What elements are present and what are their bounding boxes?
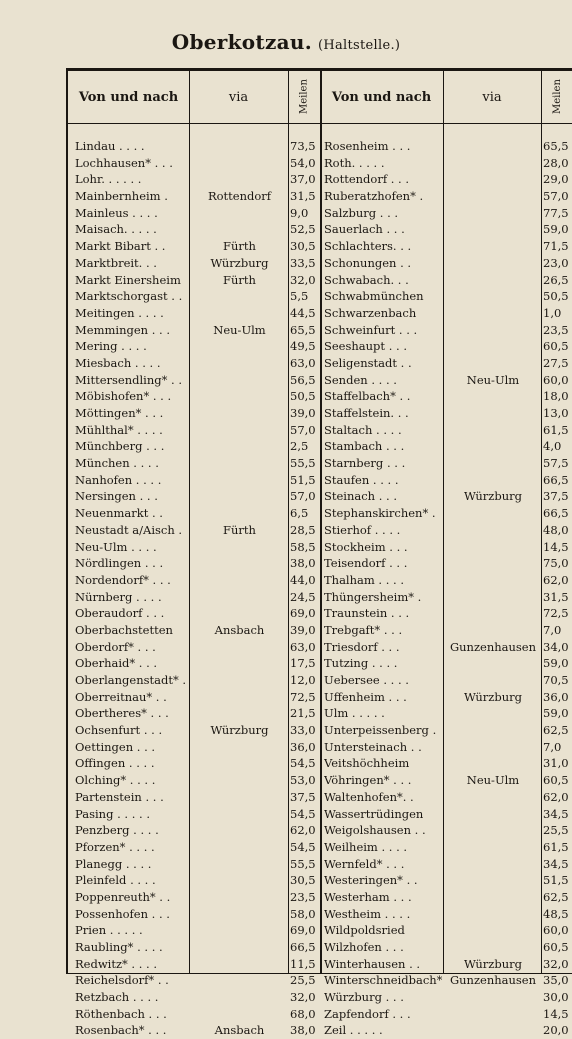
- place-name: Seeshaupt . . .: [324, 339, 407, 354]
- header-via: via: [228, 89, 249, 105]
- place-name: Winterhausen . .: [324, 956, 421, 971]
- distance-meilen: 62,0: [543, 789, 569, 804]
- distance-meilen: 65,5: [290, 322, 316, 337]
- via-station: Würzburg: [210, 255, 269, 270]
- place-name: Partenstein . . .: [75, 789, 164, 804]
- place-name: Mering . . . .: [75, 339, 147, 354]
- table-row: [68, 939, 572, 956]
- distance-meilen: 60,0: [543, 372, 569, 387]
- table-row: [68, 739, 572, 756]
- place-name: Münchberg . . .: [75, 439, 165, 454]
- table-row: [68, 605, 572, 622]
- place-name: Neu-Ulm . . . .: [75, 539, 157, 554]
- table-row: [68, 1022, 572, 1039]
- distance-meilen: 59,0: [543, 222, 569, 237]
- distance-meilen: 60,5: [543, 940, 569, 954]
- distance-meilen: 30,5: [290, 873, 316, 888]
- place-name: Lochhausen* . . .: [75, 155, 173, 170]
- place-name: Triesdorf . . .: [324, 639, 400, 654]
- place-name: Oberaudorf . . .: [75, 606, 165, 621]
- table-row: [68, 589, 572, 606]
- table-row: [68, 171, 572, 188]
- distance-meilen: 77,5: [543, 205, 569, 220]
- table-row: [68, 889, 572, 906]
- distance-meilen: 28,5: [290, 522, 316, 537]
- table-row: [68, 505, 572, 522]
- place-name: München . . . .: [75, 456, 159, 471]
- distance-meilen: 34,5: [543, 856, 569, 871]
- distance-meilen: 44,5: [290, 305, 316, 320]
- place-name: Oberbachstetten: [75, 622, 173, 637]
- place-name: Markt Bibart . .: [75, 239, 166, 254]
- table-row: [68, 438, 572, 455]
- distance-meilen: 57,0: [543, 189, 569, 204]
- table-row: [68, 372, 572, 389]
- place-name: Schlachters. . .: [324, 239, 412, 254]
- distance-meilen: 54,0: [290, 155, 316, 170]
- table-row: [68, 288, 572, 305]
- distance-meilen: 51,5: [290, 472, 316, 487]
- distance-meilen: 72,5: [543, 606, 569, 621]
- place-name: Stephanskirchen* .: [324, 506, 436, 521]
- distance-meilen: 69,0: [290, 923, 316, 938]
- place-name: Waltenhofen*. .: [324, 789, 414, 804]
- distance-meilen: 31,5: [290, 189, 316, 204]
- station-name: Oberkotzau.: [171, 30, 312, 54]
- place-name: Mainleus . . . .: [75, 205, 158, 220]
- place-name: Thalham . . . .: [324, 572, 405, 587]
- distance-meilen: 32,0: [543, 956, 569, 971]
- distance-meilen: 23,5: [290, 889, 316, 904]
- distance-meilen: 13,0: [543, 406, 569, 420]
- place-name: Lohr. . . . . .: [75, 172, 142, 187]
- via-station: Fürth: [223, 522, 256, 537]
- table-row: [68, 1006, 572, 1023]
- distance-meilen: 30,0: [543, 990, 569, 1005]
- distance-meilen: 7,0: [543, 739, 562, 754]
- distance-meilen: 26,5: [543, 272, 569, 287]
- place-name: Wassertrüdingen: [324, 806, 424, 821]
- distance-meilen: 57,0: [290, 489, 316, 504]
- table-row: [68, 772, 572, 789]
- place-name: Sauerlach . . .: [324, 222, 405, 237]
- table-row: [68, 238, 572, 255]
- distance-meilen: 31,0: [543, 756, 569, 771]
- distance-meilen: 61,5: [543, 839, 569, 854]
- place-name: Oberdorf* . . .: [75, 639, 156, 654]
- place-name: Miesbach . . . .: [75, 355, 161, 370]
- place-name: Staffelbach* . .: [324, 389, 411, 404]
- distance-meilen: 36,0: [543, 689, 569, 704]
- distance-meilen: 37,0: [290, 172, 316, 187]
- distance-meilen: 55,5: [290, 856, 316, 871]
- place-name: Pleinfeld . . . .: [75, 873, 156, 888]
- place-name: Ruberatzhofen* .: [324, 189, 424, 204]
- distance-meilen: 50,5: [290, 389, 316, 404]
- table-row: [68, 639, 572, 656]
- place-name: Schwabach. . .: [324, 272, 409, 287]
- header-from-to: Von und nach: [78, 89, 179, 105]
- table-row: [68, 388, 572, 405]
- distance-meilen: 70,5: [543, 673, 569, 687]
- distance-meilen: 1,0: [543, 305, 562, 320]
- via-station: Gunzenhausen: [449, 639, 537, 654]
- via-station: Rottendorf: [207, 189, 272, 204]
- distance-meilen: 38,0: [290, 1023, 316, 1038]
- table-row: [68, 221, 572, 238]
- distance-meilen: 52,5: [290, 222, 316, 237]
- distance-meilen: 33,5: [290, 255, 316, 270]
- place-name: Nanhofen . . . .: [75, 472, 162, 487]
- place-name: Mainbernheim .: [75, 189, 168, 204]
- distance-meilen: 4,0: [543, 439, 562, 454]
- place-name: Salzburg . . .: [324, 205, 399, 220]
- via-station: Fürth: [223, 239, 256, 254]
- place-name: Schwarzenbach: [324, 305, 417, 320]
- place-name: Neuenmarkt . .: [75, 506, 163, 521]
- place-name: Veitshöchheim: [324, 756, 410, 771]
- place-name: Staufen . . . .: [324, 472, 399, 487]
- place-name: Wildpoldsried: [324, 923, 405, 938]
- page-title: [0, 30, 572, 54]
- distance-meilen: 14,5: [543, 1006, 569, 1021]
- distance-meilen: 20,0: [543, 1023, 569, 1038]
- distance-meilen: 29,0: [543, 172, 569, 187]
- table-body: [68, 138, 572, 1039]
- distance-meilen: 56,5: [290, 372, 316, 387]
- distance-meilen: 36,0: [290, 739, 316, 754]
- table-row: [68, 972, 572, 989]
- table-row: [68, 488, 572, 505]
- distance-meilen: 24,5: [290, 589, 316, 604]
- distance-meilen: 57,5: [543, 456, 569, 471]
- place-name: Neustadt a/Aisch .: [75, 522, 183, 537]
- distance-meilen: 17,5: [290, 656, 316, 671]
- place-name: Pasing . . . . .: [75, 806, 150, 821]
- table-row: [68, 305, 572, 322]
- table-row: [68, 806, 572, 823]
- place-name: Maisach. . . . .: [75, 222, 157, 237]
- place-name: Staffelstein. . .: [324, 406, 409, 420]
- distance-meilen: 5,5: [290, 289, 309, 304]
- table-row: [68, 872, 572, 889]
- distance-meilen: 21,5: [290, 706, 316, 721]
- place-name: Traunstein . . .: [324, 606, 410, 621]
- via-station: Neu-Ulm: [213, 322, 266, 337]
- place-name: Possenhofen . . .: [75, 906, 170, 921]
- place-name: Stierhof . . . .: [324, 522, 401, 537]
- place-name: Schwabmünchen: [324, 289, 424, 304]
- distance-meilen: 39,0: [290, 406, 316, 420]
- distance-meilen: 62,5: [543, 723, 569, 738]
- distance-meilen: 27,5: [543, 355, 569, 370]
- table-row: [68, 155, 572, 172]
- distance-meilen: 25,5: [290, 973, 316, 988]
- place-name: Uffenheim . . .: [324, 689, 407, 704]
- distance-meilen: 32,0: [290, 990, 316, 1005]
- table-row: [68, 572, 572, 589]
- distance-meilen: 37,5: [290, 789, 316, 804]
- place-name: Prien . . . . .: [75, 923, 143, 938]
- via-station: Ansbach: [214, 1023, 265, 1038]
- distance-meilen: 58,0: [290, 906, 316, 921]
- via-station: Würzburg: [464, 489, 522, 504]
- place-name: Meitingen . . . .: [75, 305, 164, 320]
- place-name: Rottendorf . . .: [324, 172, 410, 187]
- place-name: Memmingen . . .: [75, 322, 170, 337]
- table-row: [68, 839, 572, 856]
- via-station: Würzburg: [210, 723, 269, 738]
- table-row: [68, 989, 572, 1006]
- table-row: [68, 856, 572, 873]
- table-row: [68, 138, 572, 155]
- table-row: [68, 655, 572, 672]
- place-name: Wilzhofen . . .: [324, 940, 404, 954]
- distance-meilen: 49,5: [290, 339, 316, 354]
- distance-meilen: 18,0: [543, 389, 569, 404]
- distance-meilen: 60,0: [543, 923, 569, 938]
- table-row: [68, 188, 572, 205]
- distance-meilen: 71,5: [543, 239, 569, 254]
- table-row: [68, 338, 572, 355]
- place-name: Weilheim . . . .: [324, 839, 408, 854]
- distance-meilen: 48,5: [543, 906, 569, 921]
- place-name: Penzberg . . . .: [75, 823, 159, 838]
- place-name: Stambach . . .: [324, 439, 405, 454]
- distance-meilen: 55,5: [290, 456, 316, 471]
- table-row: [68, 522, 572, 539]
- distance-meilen: 35,0: [543, 973, 569, 988]
- place-name: Teisendorf . . .: [324, 556, 408, 571]
- header-from-to-right: Von und nach: [331, 89, 432, 105]
- distance-meilen: 63,0: [290, 355, 316, 370]
- distance-meilen: 62,5: [543, 889, 569, 904]
- distance-meilen: 44,0: [290, 572, 316, 587]
- place-name: Nördlingen . . .: [75, 556, 164, 571]
- place-name: Planegg . . . .: [75, 856, 152, 871]
- distance-meilen: 2,5: [290, 439, 309, 454]
- distance-meilen: 54,5: [290, 839, 316, 854]
- via-station: Ansbach: [214, 622, 265, 637]
- place-name: Schonungen . .: [324, 255, 412, 270]
- distance-meilen: 60,5: [543, 339, 569, 354]
- place-name: Offingen . . . .: [75, 756, 155, 771]
- place-name: Wernfeld* . . .: [324, 856, 405, 871]
- place-name: Mühlthal* . . . .: [75, 422, 163, 437]
- place-name: Möbishofen* . . .: [75, 389, 172, 404]
- place-name: Untersteinach . .: [324, 739, 422, 754]
- distance-meilen: 33,0: [290, 723, 316, 738]
- via-station: Fürth: [223, 272, 256, 287]
- distance-meilen: 59,0: [543, 656, 569, 671]
- table-row: [68, 622, 572, 639]
- place-name: Ulm . . . . .: [324, 706, 385, 721]
- place-name: Lindau . . . .: [75, 139, 145, 153]
- place-name: Weigolshausen . .: [324, 823, 426, 838]
- place-name: Ochsenfurt . . .: [75, 723, 163, 738]
- table-row: [68, 922, 572, 939]
- via-station: Würzburg: [464, 956, 522, 971]
- distance-meilen: 62,0: [290, 823, 316, 838]
- place-name: Poppenreuth* . .: [75, 889, 171, 904]
- table-row: [68, 705, 572, 722]
- distance-meilen: 54,5: [290, 806, 316, 821]
- place-name: Zapfendorf . . .: [324, 1006, 411, 1021]
- distance-meilen: 73,5: [290, 139, 316, 153]
- distance-meilen: 62,0: [543, 572, 569, 587]
- place-name: Olching* . . . .: [75, 773, 156, 788]
- station-type: (Haltstelle.): [318, 38, 401, 53]
- distance-meilen: 65,5: [543, 139, 569, 153]
- distance-meilen: 7,0: [543, 622, 562, 637]
- distance-meilen: 31,5: [543, 589, 569, 604]
- distance-meilen: 23,0: [543, 255, 569, 270]
- distance-meilen: 23,5: [543, 322, 569, 337]
- distance-meilen: 53,0: [290, 773, 316, 788]
- place-name: Röthenbach . . .: [75, 1006, 167, 1021]
- distance-meilen: 58,5: [290, 539, 316, 554]
- distance-meilen: 75,0: [543, 556, 569, 571]
- distance-meilen: 12,0: [290, 673, 316, 687]
- place-name: Mittersendling* . .: [75, 372, 182, 387]
- place-name: Reichelsdorf* . .: [75, 973, 169, 988]
- table-header: [68, 71, 572, 124]
- distance-meilen: 61,5: [543, 422, 569, 437]
- place-name: Steinach . . .: [324, 489, 398, 504]
- distance-meilen: 28,0: [543, 155, 569, 170]
- distance-meilen: 50,5: [543, 289, 569, 304]
- table-row: [68, 672, 572, 689]
- distance-meilen: 30,5: [290, 239, 316, 254]
- place-name: Redwitz* . . . .: [75, 956, 158, 971]
- distance-meilen: 6,5: [290, 506, 309, 521]
- table-row: [68, 555, 572, 572]
- place-name: Westerham . . .: [324, 889, 412, 904]
- table-row: [68, 689, 572, 706]
- distance-meilen: 57,0: [290, 422, 316, 437]
- table-row: [68, 422, 572, 439]
- place-name: Westheim . . . .: [324, 906, 411, 921]
- distance-meilen: 38,0: [290, 556, 316, 571]
- place-name: Oberlangenstadt* .: [75, 673, 187, 687]
- distance-meilen: 25,5: [543, 823, 569, 838]
- via-station: Neu-Ulm: [466, 773, 520, 788]
- place-name: Obertheres* . . .: [75, 706, 169, 721]
- distance-meilen: 32,0: [290, 272, 316, 287]
- via-station: Würzburg: [464, 689, 522, 704]
- place-name: Stockheim . . .: [324, 539, 408, 554]
- place-name: Zeil . . . . .: [324, 1023, 383, 1038]
- distance-meilen: 39,0: [290, 622, 316, 637]
- place-name: Starnberg . . .: [324, 456, 406, 471]
- place-name: Rosenbach* . . .: [75, 1023, 167, 1038]
- table-row: [68, 906, 572, 923]
- via-station: Neu-Ulm: [466, 372, 520, 387]
- table-row: [68, 722, 572, 739]
- table-row: [68, 455, 572, 472]
- distance-meilen: 48,0: [543, 522, 569, 537]
- place-name: Oberhaid* . . .: [75, 656, 158, 671]
- place-name: Würzburg . . .: [324, 990, 404, 1005]
- place-name: Staltach . . . .: [324, 422, 402, 437]
- place-name: Winterschneidbach*: [324, 973, 442, 988]
- place-name: Uebersee . . . .: [324, 673, 409, 687]
- place-name: Oettingen . . .: [75, 739, 156, 754]
- distance-meilen: 59,0: [543, 706, 569, 721]
- place-name: Senden . . . .: [324, 372, 397, 387]
- place-name: Nürnberg . . . .: [75, 589, 162, 604]
- place-name: Raubling* . . . .: [75, 940, 163, 954]
- distance-meilen: 68,0: [290, 1006, 316, 1021]
- place-name: Nersingen . . .: [75, 489, 158, 504]
- distance-meilen: 37,5: [543, 489, 569, 504]
- table-row: [68, 822, 572, 839]
- header-via-right: via: [482, 89, 502, 105]
- place-name: Oberreitnau* . .: [75, 689, 167, 704]
- distance-meilen: 63,0: [290, 639, 316, 654]
- place-name: Rosenheim . . .: [324, 139, 411, 153]
- place-name: Seligenstadt . .: [324, 355, 412, 370]
- distance-meilen: 51,5: [543, 873, 569, 888]
- distance-meilen: 66,5: [543, 472, 569, 487]
- distance-meilen: 11,5: [290, 956, 316, 971]
- place-name: Markt Einersheim: [75, 272, 181, 287]
- place-name: Pforzen* . . . .: [75, 839, 155, 854]
- distance-meilen: 9,0: [290, 205, 309, 220]
- place-name: Unterpeissenberg .: [324, 723, 437, 738]
- distance-meilen: 54,5: [290, 756, 316, 771]
- distance-meilen: 66,5: [290, 940, 316, 954]
- distance-meilen: 60,5: [543, 773, 569, 788]
- place-name: Retzbach . . . .: [75, 990, 159, 1005]
- table-row: [68, 272, 572, 289]
- place-name: Tutzing . . . .: [324, 656, 398, 671]
- distance-meilen: 34,5: [543, 806, 569, 821]
- distance-meilen: 69,0: [290, 606, 316, 621]
- distance-meilen: 66,5: [543, 506, 569, 521]
- header-meilen: Meilen: [298, 79, 310, 115]
- place-name: Möttingen* . . .: [75, 406, 164, 420]
- place-name: Schweinfurt . . .: [324, 322, 418, 337]
- place-name: Marktbreit. . .: [75, 255, 157, 270]
- distance-table: [66, 68, 572, 1038]
- table-row: [68, 355, 572, 372]
- distance-meilen: 34,0: [543, 639, 569, 654]
- table-row: [68, 322, 572, 339]
- place-name: Nordendorf* . . .: [75, 572, 171, 587]
- place-name: Marktschorgast . .: [75, 289, 183, 304]
- place-name: Roth. . . . .: [324, 155, 385, 170]
- table-row: [68, 755, 572, 772]
- table-row: [68, 789, 572, 806]
- table-row: [68, 405, 572, 422]
- place-name: Westeringen* . .: [324, 873, 418, 888]
- via-station: Gunzenhausen: [449, 973, 537, 988]
- header-meilen-right: Meilen: [552, 79, 563, 115]
- place-name: Vöhringen* . . .: [324, 773, 412, 788]
- distance-meilen: 14,5: [543, 539, 569, 554]
- place-name: Trebgaft* . . .: [324, 622, 403, 637]
- place-name: Thüngersheim* .: [324, 589, 422, 604]
- table-row: [68, 255, 572, 272]
- table-row: [68, 472, 572, 489]
- table-row: [68, 205, 572, 222]
- distance-meilen: 72,5: [290, 689, 316, 704]
- table-row: [68, 539, 572, 556]
